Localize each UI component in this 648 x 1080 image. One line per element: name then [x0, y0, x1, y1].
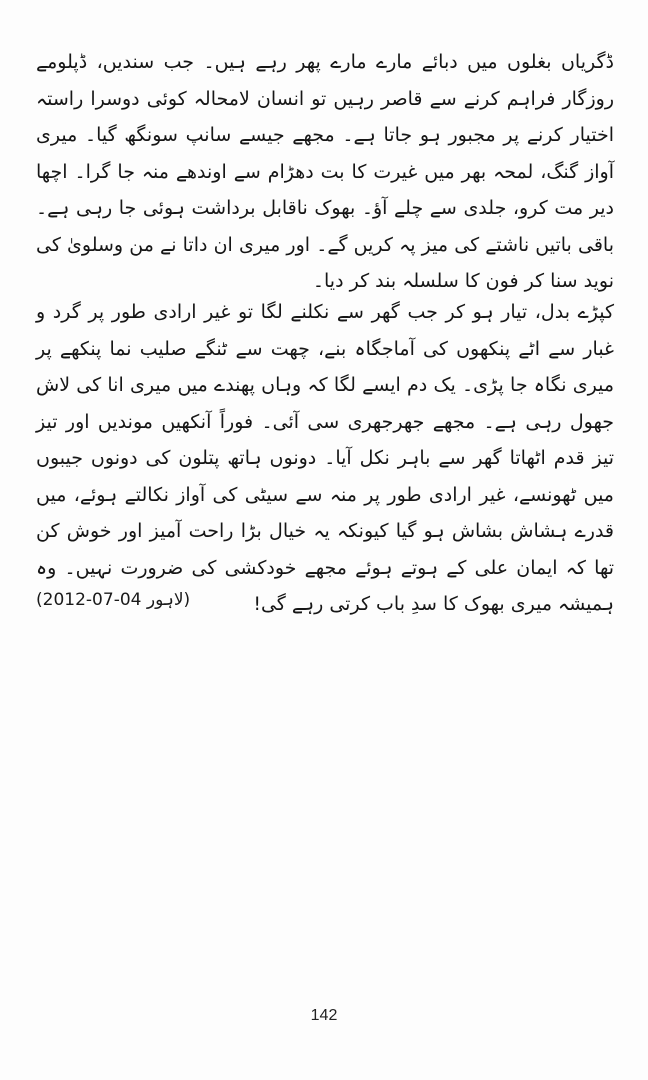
- page-number: 142: [310, 1007, 338, 1024]
- place-date-signature: (لاہور 04-07-2012): [36, 590, 191, 610]
- paragraph-2: کپڑے بدل، تیار ہو کر جب گھر سے نکلنے لگا تو غیر ارادی طور پر گرد و غبار سے اٹے پنکھوں کی آماجگاہ بنے، چھت سے ٹنگے صلیب نما پنکھے پر میری نگاہ جا پڑی۔ یک دم ایسے لگا کہ وہاں پھندے میں میری انا کی لاش جھول رہی ہے۔ مجھے جھرجھری سی آئی۔ فوراً آنکھیں موندیں اور تیز تیز قدم اٹھاتا گھر سے باہر نکل آیا۔ دونوں ہاتھ پتلون کی دونوں جیبوں میں ٹھونسے، غیر ارادی طور پر منہ سے سیٹی کی آواز نکالتے ہوئے، میں قدرے ہشاش بشاش ہو گیا کیونکہ یہ خیال بڑا راحت آمیز اور خوش کن تھا کہ ایمان علی کے ہوتے ہوئے مجھے خودکشی کی ضرورت نہیں۔ وہ ہمیشہ میری بھوک کا سدِ باب کرتی رہے گی!: [36, 301, 614, 615]
- paragraph-1: ڈگریاں بغلوں میں دبائے مارے مارے پھر رہے ہیں۔ جب سندیں، ڈپلومے روزگار فراہم کرنے سے قاصر رہیں تو انسان لامحالہ کوئی دوسرا راستہ اختیار کرنے پر مجبور ہو جاتا ہے۔ مجھے جیسے سانپ سونگھ گیا۔ میری آواز گنگ، لمحہ بھر میں غیرت کا بت دھڑام سے اوندھے منہ جا گرا۔ اچھا دیر مت کرو، جلدی سے چلے آؤ۔ بھوک ناقابل برداشت ہوئی جا رہی ہے۔ باقی باتیں ناشتے کی میز پہ کریں گے۔ اور میری ان داتا نے من وسلویٰ کی نوید سنا کر فون کا سلسلہ بند کر دیا۔: [36, 51, 614, 292]
